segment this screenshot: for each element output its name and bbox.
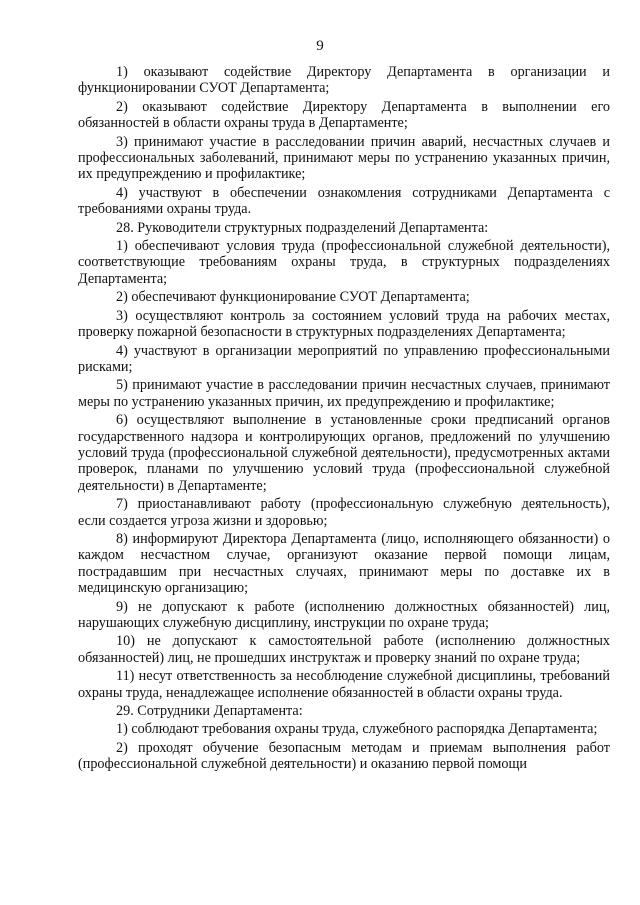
paragraph-28-9: 9) не допускают к работе (исполнению должностных обязанностей) лиц, нарушающих служебную дисциплину, инструкции по охране труда; [78, 598, 610, 631]
paragraph-29-1: 1) соблюдают требования охраны труда, служебного распорядка Департамента; [116, 721, 598, 738]
document-body [78, 64, 610, 775]
paragraph-28-11: 11) несут ответственность за несоблюдение служебной дисциплины, требований охраны труда, ненадлежащее исполнение обязанностей в области охраны труда. [78, 668, 610, 701]
paragraph-29-2: 2) проходят обучение безопасным методам и приемам выполнения работ (профессиональной служебной деятельности) и оказанию первой помощи [78, 739, 610, 773]
paragraph-27-4: 4) участвуют в обеспечении ознакомления сотрудниками Департамента с требованиями охраны труда. [78, 184, 610, 218]
paragraph-28-3: 3) осуществляют контроль за состоянием условий труда на рабочих местах, проверку пожарной безопасности в структурных подразделениях Департамента; [78, 307, 610, 341]
paragraph-28-2: 2) обеспечивают функционирование СУОТ Департамента; [116, 289, 470, 306]
paragraph-27-1: 1) оказывают содействие Директору Департамента в организации и функционировании СУОТ Департамента; [78, 64, 610, 97]
paragraph-28-7: 7) приостанавливают работу (профессиональную служебную деятельность), если создается угроза жизни и здоровью; [78, 496, 610, 529]
paragraph-28-1: 1) обеспечивают условия труда (профессиональной служебной деятельности), соответствующие требованиям охраны труда, в структурных подразделениях Департамента; [78, 238, 610, 287]
paragraph-27-2: 2) оказывают содействие Директору Департамента в выполнении его обязанностей в области охраны труда в Департаменте; [78, 98, 610, 132]
section-29-heading: 29. Сотрудники Департамента: [116, 703, 303, 720]
paragraph-28-10: 10) не допускают к самостоятельной работе (исполнению должностных обязанностей) лиц, не прошедших инструктаж и проверку знаний по охране труда; [78, 633, 610, 666]
page-number: 9 [316, 38, 324, 54]
paragraph-28-4: 4) участвуют в организации мероприятий по управлению профессиональными рисками; [78, 342, 610, 375]
section-28-heading: 28. Руководители структурных подразделений Департамента: [116, 219, 489, 236]
paragraph-28-5: 5) принимают участие в расследовании причин несчастных случаев, принимают меры по устранению указанных причин, их предупреждению и профилактике; [78, 377, 610, 410]
paragraph-27-3: 3) принимают участие в расследовании причин аварий, несчастных случаев и профессиональных заболеваний, принимают меры по устранению указанных причин, их предупреждению и профилактике; [78, 133, 610, 183]
paragraph-28-8: 8) информируют Директора Департамента (лицо, исполняющего обязанности) о каждом несчастном случае, организуют оказание первой помощи лицам, пострадавшим при несчастных случаях, принимают меры по доставке их в медицинскую организацию; [78, 530, 610, 597]
paragraph-28-6: 6) осуществляют выполнение в установленные сроки предписаний органов государственного надзора и контролирующих органов, предложений по улучшению условий труда (профессиональной служебной деятельности), предусмотренных актами проверок, планами по улучшению условий труда (профессиональной служебной деятельности) в Департаменте; [78, 412, 610, 494]
